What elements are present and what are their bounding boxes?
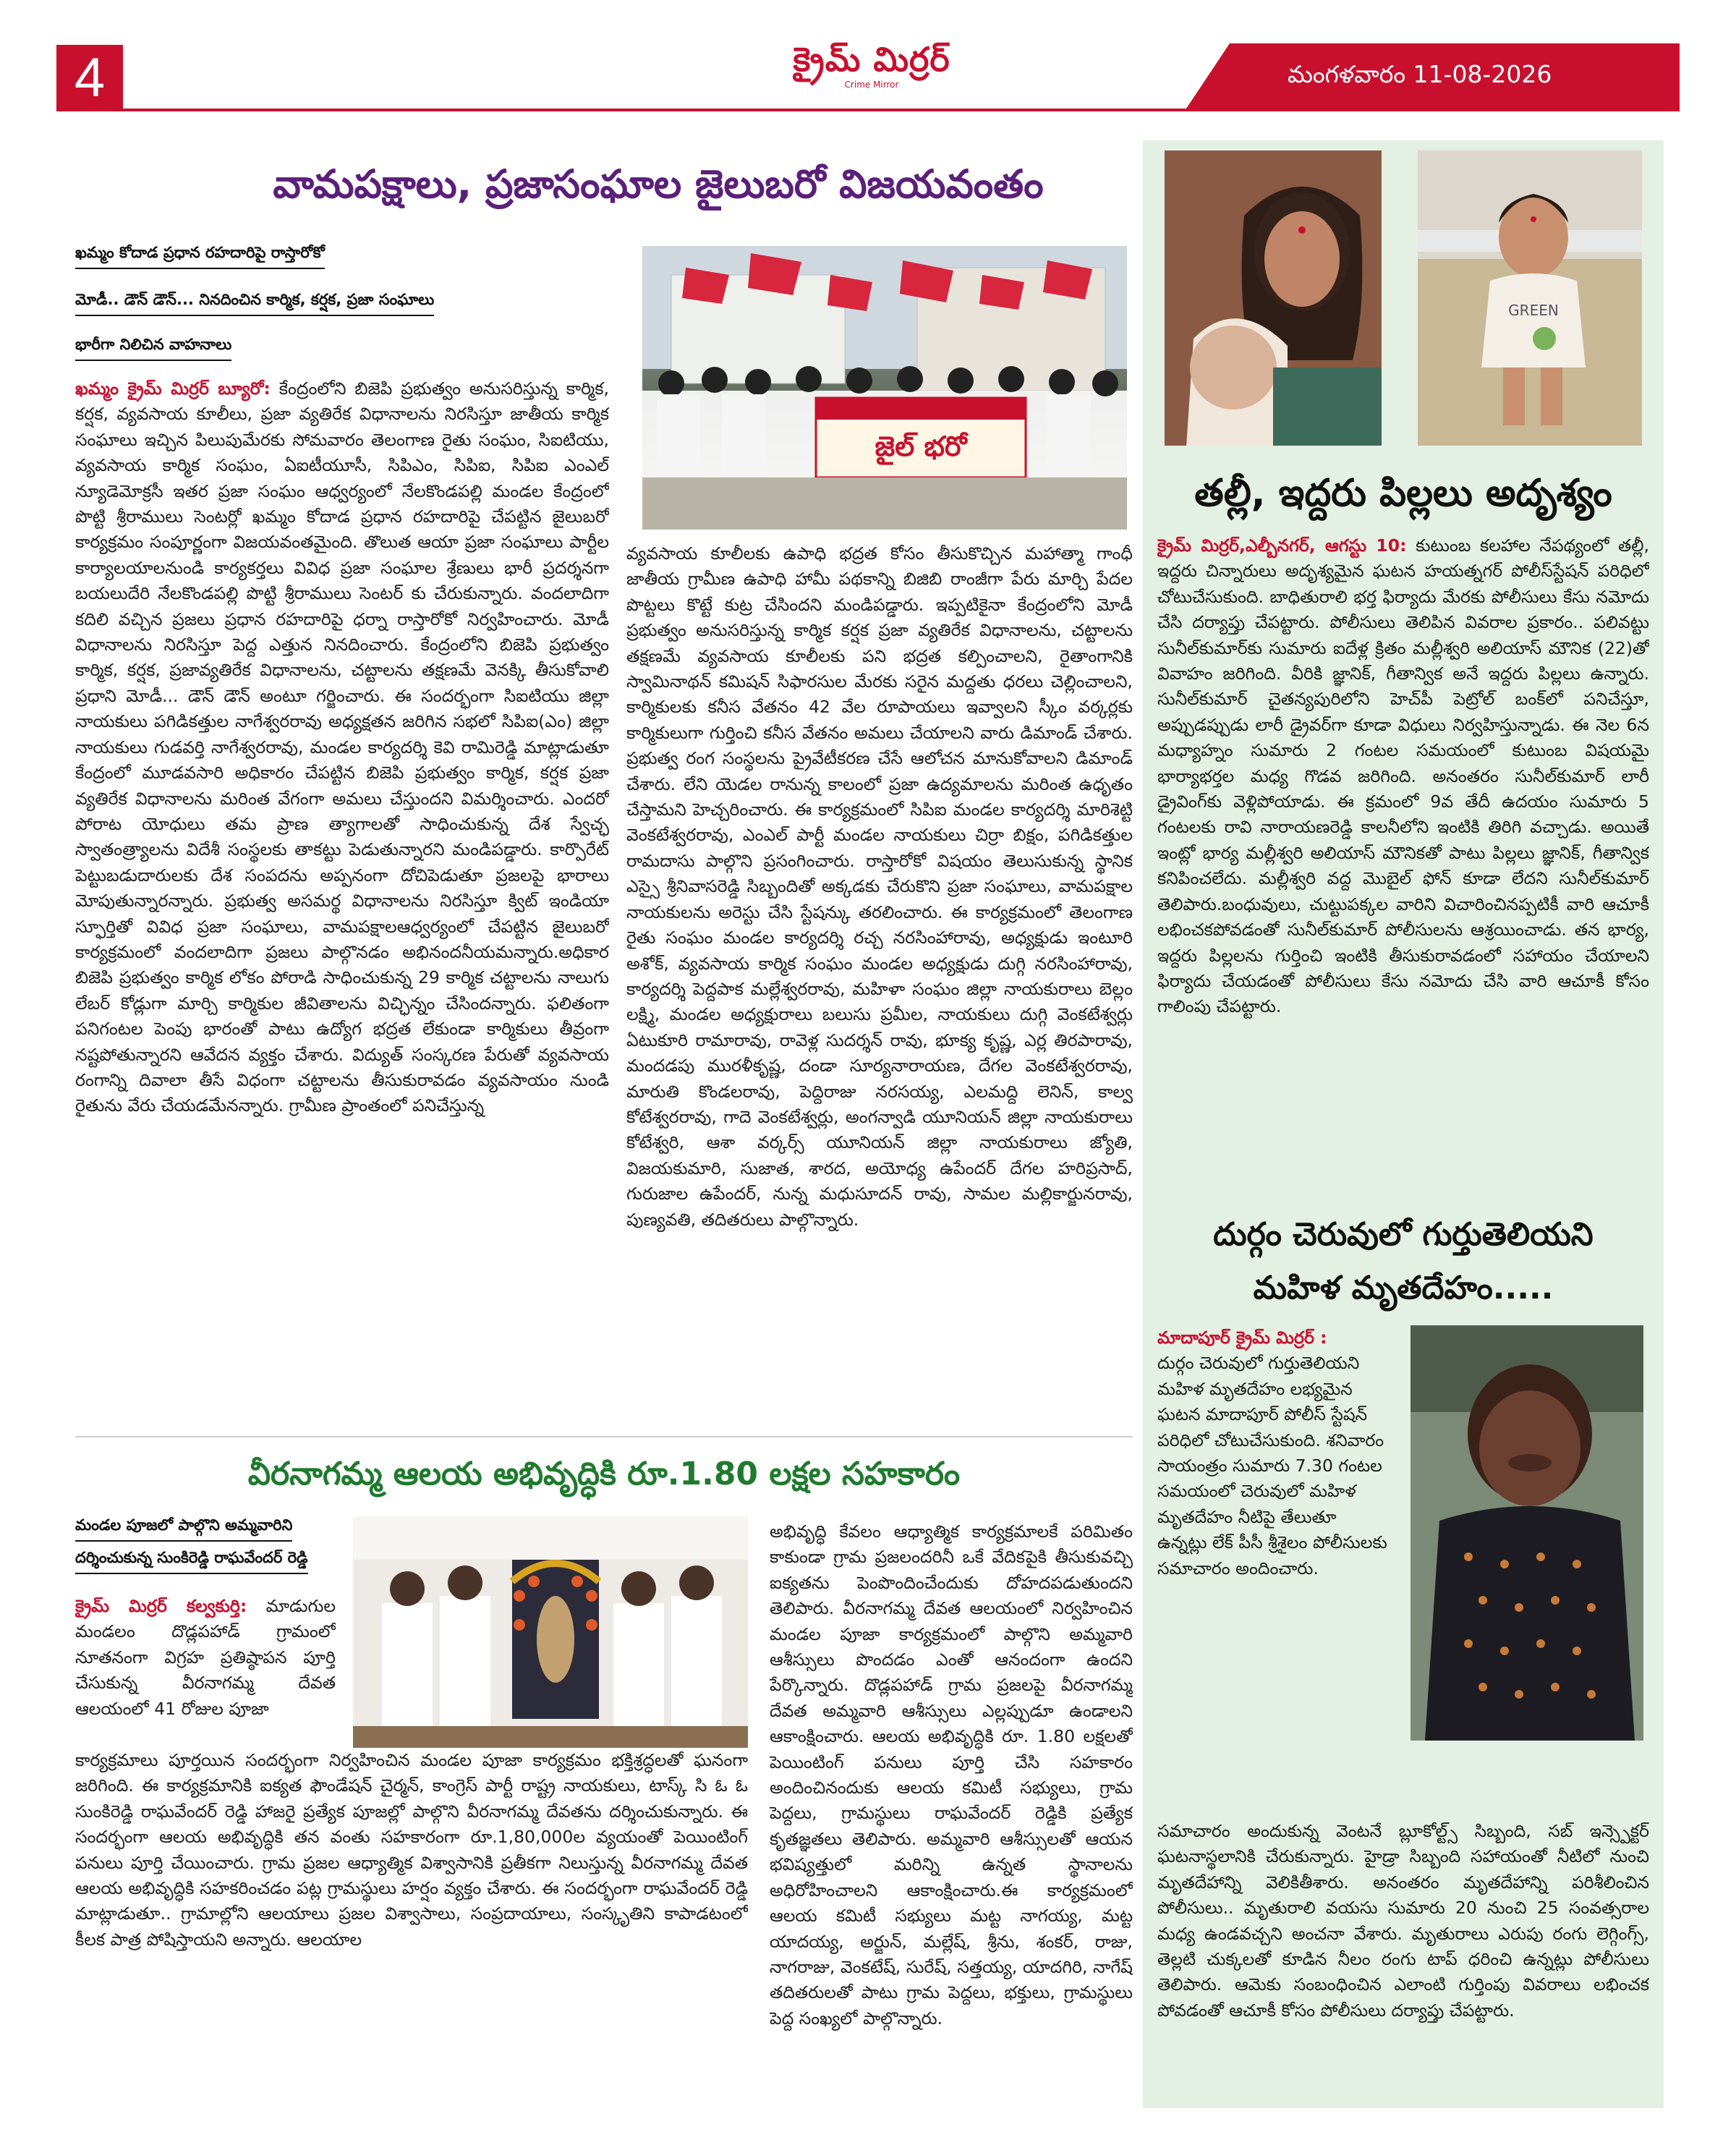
story2-body bbox=[1157, 533, 1649, 1207]
story1-column-2 bbox=[626, 541, 1133, 1424]
story4-subhead-line2: దర్శించుకున్న సుంకిరెడ్డి రాఘవేందర్ రెడ్డి bbox=[75, 1549, 308, 1574]
story4-col1-narrow-text: మాడుగుల మండలం దొడ్లపహాడ్ గ్రామంలో నూతనంగా విగ్రహ ప్రతిష్ఠాపన పూర్తి చేసుకున్న వీరనాగమ్మ దేవత ఆలయంలో 41 రోజుల పూజా bbox=[75, 1596, 336, 1719]
child-shirt-text: GREEN bbox=[1508, 302, 1559, 319]
story1-subhead-3: భారీగా నిలిచిన వాహనాలు bbox=[75, 336, 231, 361]
story4-col1-narrow bbox=[75, 1594, 336, 1747]
page-number-box bbox=[56, 45, 123, 111]
story1-col1-text: కేంద్రంలోని బిజెపి ప్రభుత్వం అనుసరిస్తున్న కార్మిక, కర్షక, వ్యవసాయ కూలీలు, ప్రజా వ్యతిరేక విధానాలను నిరసిస్తూ జాతీయ కార్మిక సంఘాలు ఇచ్చిన పిలుపుమేరకు సోమవారం తెలంగాణ రైతు సంఘం, సిఐటియు, వ్యవసాయ కార్మిక సంఘం, ఏఐటీయూసీ, సిపిఎం, సిపిఐ, సిపిఐ ఎంఎల్ న్యూడెమోక్రసీ ఇతర ప్రజా సంఘం ఆధ్వర్యంలో నేలకొండపల్లి మండల కేంద్రంలో పొట్టి శ్రీరాములు సెంటర్లో ఖమ్మం కోదాడ ప్రధాన రహదారిపై చేపట్టిన జైలుబరో కార్యక్రమం సంపూర్ణంగా విజయవంతమైంది. తొలుత ఆయా ప్రజా సంఘాలు పార్టీల కార్యాలయాలనుండి కార్యకర్తలు వివిధ ప్రజా సంఘాల శ్రేణులు భారీ ప్రదర్శనగా బయలుదేరి నేలకొండపల్లి పొట్టి శ్రీరాములు సెంటర్ కు చేరుకున్నారు. వందలాదిగా కదిలి వచ్చిన ప్రజలు ప్రధాన రహదారిపై ధర్నా రాస్తారోకో నిర్వహించారు. మోడీ విధానాలను నిరసిస్తూ పెద్ద ఎత్తున నినదించారు. కేంద్రంలోని బిజెపి ప్రభుత్వం కార్మిక, కర్షక, ప్రజావ్యతిరేక విధానాలను, చట్టాలను తక్షణమే వెనక్కి తీసుకోవాలి ప్రధాని మోడీ... డౌన్ డౌన్ అంటూ గర్జించారు. ఈ సందర్భంగా సిఐటియు జిల్లా నాయకులు పగిడికత్తుల నాగేశ్వరరావు అధ్యక్షతన జరిగిన సభలో సిపిఐ(ఎం) జిల్లా నాయకులు గుడవర్తి నాగేశ్వరరావు, మండల కార్యదర్శి కెవి రామిరెడ్డి మాట్లాడుతూ కేంద్రంలో మూడవసారి అధికారం చేపట్టిన బిజెపి ప్రభుత్వం కార్మిక, కర్షక ప్రజా వ్యతిరేక విధానాలను మరింత వేగంగా అమలు చేస్తుందని విమర్శించారు. ఎందరో పోరాట యోధులు తమ ప్రాణ త్యాగాలతో సాధించుకున్న దేశ స్వేచ్ఛ స్వాతంత్ర్యాలను విదేశీ సంస్థలకు తాకట్టు పెడుతున్నారని మండిపడ్డారు. కార్పొరేట్ పెట్టుబడుదారులకు దేశ సంపదను అప్పనంగా దోచిపెడుతూ ప్రజలపై భారాలు మోపుతున్నారన్నారు. ప్రభుత్వ అసమర్థ విధానాలను నిరసిస్తూ క్విట్ ఇండియా స్ఫూర్తితో వివిధ ప్రజా సంఘాలు, వామపక్షాలఆధ్వర్యంలో చేపట్టిన జైలుబరో కార్యక్రమంలో వందలాదిగా ప్రజలు పాల్గొనడం అభినందనీయమన్నారు.అధికార బిజెపి ప్రభుత్వం కార్మిక లోకం పోరాడి సాధించుకున్న 29 కార్మిక చట్టాలను నాలుగు లేబర్ కోడ్లుగా మార్చి కార్మికుల జీవితాలను విచ్ఛిన్నం చేసిందన్నారు. ఫలితంగా పనిగంటల పెంపు భారంతో పాటు ఉద్యోగ భద్రత లేకుండా కార్మికులు తీవ్రంగా నష్టపోతున్నారని ఆవేదన వ్యక్తం చేశారు. విద్యుత్ సంస్కరణ పేరుతో వ్యవసాయ రంగాన్ని దివాలా తీసే విధంగా చట్టాలను తీసుకురావడం వ్యవసాయం నుండి రైతును వేరు చేయడమేనన్నారు. గ్రామీణ ప్రాంతంలో పనిచేస్తున్న bbox=[75, 378, 609, 1116]
story3-body-wide bbox=[1157, 1819, 1649, 2101]
story4-col1-wide-text: కార్యక్రమాలు పూర్తయిన సందర్భంగా నిర్వహించిన మండల పూజా కార్యక్రమం భక్తిశ్రద్ధలతో ఘనంగా జరిగింది. ఈ కార్యక్రమానికి ఐక్యత ఫౌండేషన్ చైర్మన్, కాంగ్రెస్ పార్టీ రాష్ట్ర నాయకులు, టాస్క్ సి ఓ ఓ సుంకిరెడ్డి రాఘవేందర్ రెడ్డి హాజరై ప్రత్యేక పూజల్లో పాల్గొని వీరనాగమ్మ దేవతను దర్శించుకున్నారు. ఈ సందర్భంగా ఆలయ అభివృద్ధికి తన వంతు సహకారంగా రూ.1,80,000ల వ్యయంతో పెయింటింగ్ పనులు పూర్తి చేయించారు. గ్రామ ప్రజల ఆధ్యాత్మిక విశ్వాసానికి ప్రతీకగా నిలుస్తున్న వీరనాగమ్మ దేవత ఆలయ అభివృద్ధికి సహకరించడం పట్ల గ్రామస్థులు హర్షం వ్యక్తం చేశారు. ఈ సందర్భంగా రాఘవేందర్ రెడ్డి మాట్లాడుతూ.. గ్రామాల్లోని ఆలయాలు ప్రజల విశ్వాసాలు, సంప్రదాయాలు, సంస్కృతిని కాపాడటంలో కీలక పాత్ర పోషిస్తాయని అన్నారు. ఆలయాల bbox=[75, 1750, 748, 1950]
mother-baby-photo-icon bbox=[1165, 150, 1382, 446]
logo-tagline: Crime Mirror bbox=[844, 80, 899, 90]
story1-byline: ఖమ్మం క్రైమ్ మిర్రర్ బ్యూరో: bbox=[75, 378, 271, 399]
deceased-woman-photo bbox=[1410, 1325, 1643, 1741]
story3-headline-line1: దుర్గం చెరువులో గుర్తుతెలియని bbox=[1213, 1216, 1594, 1253]
story1-col2-text: వ్యవసాయ కూలీలకు ఉపాధి భద్రత కోసం తీసుకొచ్చిన మహాత్మా గాంధీ జాతీయ గ్రామీణ ఉపాధి హామీ పథకాన్ని బిజిబి రాంజీగా పేరు మార్చి పేదల పొట్టలు కొట్టే కుట్ర చేసిందని మండిపడ్డారు. ఇప్పటికైనా కేంద్రంలోని మోడీ ప్రభుత్వం అనుసరిస్తున్న కార్మిక కర్షక ప్రజా వ్యతిరేక విధానాలను, చట్టాలను తక్షణమే వ్యవసాయ కూలీలకు పని భద్రత కల్పించాలని, రైతాంగానికి స్వామినాథన్ కమిషన్ సిఫారసుల మేరకు సరైన మద్దతు ధరలు చెల్లించాలని, కార్మికులకు కనీస వేతనం 42 వేల రూపాయలు ఇవ్వాలని స్కీం వర్కర్లకు కార్మికులుగా గుర్తించి కనీస వేతనం అమలు చేయాలని వారు డిమాండ్ చేశారు. ప్రభుత్వ రంగ సంస్థలను ప్రైవేటీకరణ చేసే ఆలోచన మానుకోవాలని డిమాండ్ చేశారు. లేని యెడల రానున్న కాలంలో ప్రజా ఉద్యమాలను మరింత ఉధృతం చేస్తామని హెచ్చరించారు. ఈ కార్యక్రమంలో సిపిఐ మండల కార్యదర్శి మారిశెట్టి వెంకటేశ్వరరావు, ఎంఎల్ పార్టీ మండల నాయకులు చిర్రా బిక్షం, పగిడికత్తుల రామదాసు పాల్గొని ప్రసంగించారు. రాస్తారోకో విషయం తెలుసుకున్న స్థానిక ఎస్సై శ్రీనివాసరెడ్డి సిబ్బందితో అక్కడకు చేరుకొని ప్రజా సంఘాలు, వామపక్షాల నాయకులను అరెస్టు చేసి స్టేషన్కు తరలించారు. ఈ కార్యక్రమంలో తెలంగాణ రైతు సంఘం మండల కార్యదర్శి రచ్చ నరసింహారావు, అధ్యక్షుడు ఇంటూరి అశోక్, వ్యవసాయ కార్మిక సంఘం మండల అధ్యక్షుడు దుగ్గి నరసింహారావు, కార్యదర్శి పెద్దపాక మల్లేశ్వరరావు, మహిళా సంఘం జిల్లా నాయకురాలు బెల్లం లక్ష్మి, మండల అధ్యక్షురాలు బలుసు ప్రమీల, నాయకులు దుగ్గి వెంకటేశ్వర్లు ఏటుకూరి రామారావు, రావెళ్ల సుదర్శన్ రావు, భూక్య కృష్ణ, ఎర్ల తిరపారావు, మందడపు మురళీకృష్ణ, దండా సూర్యనారాయణ, దేగల వెంకటేశ్వరరావు, మారుతి కొండలరావు, పెద్దిరాజు నరసయ్య, ఎలమద్ది లెనిన్, కాల్వ కోటేశ్వరరావు, గాదె వెంకటేశ్వర్లు, అంగన్వాడి యూనియన్ జిల్లా నాయకురాలు కోటేశ్వరి, ఆశా వర్కర్స్ యూనియన్ జిల్లా నాయకురాలు జ్యోతి, విజయకుమారి, సుజాత, శారద, అయోధ్య ఉపేందర్ దేగల హరిప్రసాద్, గురుజాల ఉపేందర్, నున్న మధుసూదన్ రావు, సామల మల్లికార్జునరావు, పుణ్యవతి, తదితరులు పాల్గొన్నారు. bbox=[626, 543, 1133, 1230]
mother-baby-photo bbox=[1165, 150, 1382, 446]
rally-photo bbox=[642, 246, 1127, 530]
story3-byline: మాదాపూర్ క్రైమ్ మిర్రర్ : bbox=[1157, 1327, 1327, 1348]
date-label: మంగళవారం 11-08-2026 bbox=[1288, 60, 1552, 88]
story2-text: కుటుంబ కలహాల నేపథ్యంలో తల్లీ, ఇద్దరు చిన్నారులు అదృశ్యమైన ఘటన హయత్నగర్ పోలీస్‌స్టేషన్ పరిధిలో చోటుచేసుకుంది. బాధితురాలి భర్త ఫిర్యాదు మేరకు పోలీసులు కేసు నమోదు చేసి దర్యాప్తు చేపట్టారు. పోలీసులు తెలిపిన వివరాల ప్రకారం.. పలివట్టు సునీల్‌కుమార్‌కు సుమారు ఐదేళ్ల క్రితం మల్లీశ్వరి అలియాస్ మౌనిక (22)తో వివాహం జరిగింది. వీరికి జ్ఞానిక్, గీతాన్విక అనే ఇద్దరు పిల్లలు ఉన్నారు. సునీల్‌కుమార్ చైతన్యపురిలోని హెచ్‌పీ పెట్రోల్ బంక్‌లో పనిచేస్తూ, అప్పుడప్పుడు లారీ డ్రైవర్‌గా కూడా విధులు నిర్వహిస్తున్నాడు. ఈ నెల 6న మధ్యాహ్నం సుమారు 2 గంటల సమయంలో కుటుంబ విషయమై భార్యాభర్తల మధ్య గొడవ జరిగింది. అనంతరం సునీల్‌కుమార్ లారీ డ్రైవింగ్‌కు వెళ్లిపోయాడు. ఈ క్రమంలో 9వ తేదీ ఉదయం సుమారు 5 గంటలకు రావి నారాయణరెడ్డి కాలనీలోని ఇంటికి తిరిగి వచ్చాడు. అయితే ఇంట్లో భార్య మల్లీశ్వరి అలియాస్ మౌనికతో పాటు పిల్లలు జ్ఞానిక్, గీతాన్విక కనిపించలేదు. మల్లీశ్వరి వద్ద మొబైల్ ఫోన్ కూడా లేదని సునీల్‌కుమార్ తెలిపారు.బంధువులు, చుట్టుపక్కల వారిని విచారించినప్పటికీ వారి ఆచూకీ లభించకపోవడంతో సునీల్‌కుమార్ పోలీసులను ఆశ్రయించాడు. తన భార్య, ఇద్దరు పిల్లలను గుర్తించి ఇంటికి తీసుకురావడంలో సహాయం చేయాలని ఫిర్యాదు చేయడంతో పోలీసులు కేసు నమోదు చేసి వారి ఆచూకీ కోసం గాలింపు చేపట్టారు. bbox=[1157, 535, 1649, 1017]
page-number: 4 bbox=[74, 47, 106, 109]
story4-col2 bbox=[770, 1519, 1133, 2104]
story3-headline bbox=[1150, 1208, 1656, 1317]
story1-subhead-1: ఖమ్మం కోదాడ ప్రధాన రహదారిపై రాస్తారోకో bbox=[75, 244, 325, 269]
story4-byline: క్రైమ్ మిర్రర్ కల్వకుర్తి: bbox=[75, 1596, 247, 1616]
story4-subhead bbox=[75, 1516, 350, 1567]
story3-headline-line2: మహిళ మృతదేహం..... bbox=[1253, 1270, 1554, 1307]
story4-col2-text: అభివృద్ధి కేవలం ఆధ్యాత్మిక కార్యక్రమాలకే పరిమితం కాకుండా గ్రామ ప్రజలందరినీ ఒకే వేదికపైకి తీసుకువచ్చి ఐక్యతను పెంపొందించేందుకు దోహదపడుతుందని తెలిపారు. వీరనాగమ్మ దేవత ఆలయంలో నిర్వహించిన మండల పూజా కార్యక్రమంలో పాల్గొని అమ్మవారి ఆశీస్సులు పొందడం ఎంతో ఆనందంగా ఉందని పేర్కొన్నారు. దొడ్లపహాడ్ గ్రామ ప్రజలపై వీరనాగమ్మ దేవత అమ్మవారి ఆశీస్సులు ఎల్లప్పుడూ ఉండాలని ఆకాంక్షించారు. ఆలయ అభివృద్ధికి రూ. 1.80 లక్షలతో పెయింటింగ్ పనులు పూర్తి చేసి సహకారం అందించినందుకు ఆలయ కమిటీ సభ్యులు, గ్రామ పెద్దలు, గ్రామస్థులు రాఘవేందర్ రెడ్డికి ప్రత్యేక కృతజ్ఞతలు తెలిపారు. అమ్మవారి ఆశీస్సులతో ఆయన భవిష్యత్తులో మరిన్ని ఉన్నత స్థానాలను అధిరోహించాలని ఆకాంక్షించారు.ఈ కార్యక్రమంలో ఆలయ కమిటీ సభ్యులు మట్ట నాగయ్య, మట్ట యాదయ్య, అర్జున్, మల్లేష్, శ్రీను, శంకర్, రాజు, నాగరాజు, వెంకటేష్, సురేష్, సత్తయ్య, యాదగిరి, నాగేష్ తదితరులతో పాటు గ్రామ పెద్దలు, భక్తులు, గ్రామస్థులు పెద్ద సంఖ్యలో పాల్గొన్నారు. bbox=[770, 1521, 1133, 2028]
logo bbox=[752, 39, 991, 97]
story1-column-1 bbox=[75, 376, 609, 1424]
story4-subhead-line1: మండల పూజలో పాల్గొని అమ్మవారిని bbox=[75, 1516, 292, 1542]
story4-headline: వీరనాగమ్మ ఆలయ అభివృద్ధికి రూ.1.80 లక్షల సహకారం bbox=[247, 1456, 961, 1492]
story4-top-divider bbox=[75, 1436, 1133, 1437]
rally-banner-text: జైల్ భరో bbox=[875, 430, 967, 462]
story3-text-narrow: దుర్గం చెరువులో గుర్తుతెలియని మహిళ మృతదేహం లభ్యమైన ఘటన మాదాపూర్ పోలీస్ స్టేషన్ పరిధిలో చోటుచేసుకుంది. శనివారం సాయంత్రం సుమారు 7.30 గంటల సమయంలో చెరువులో మహిళ మృతదేహం నీటిపై తేలుతూ ఉన్నట్లు లేక్ పీసీ శ్రీశైలం పోలీసులకు సమాచారం అందించారు. bbox=[1157, 1353, 1387, 1579]
masthead bbox=[0, 0, 1736, 116]
story4-col1-wide bbox=[75, 1748, 748, 2104]
child-photo bbox=[1418, 150, 1642, 446]
child-photo-icon bbox=[1418, 150, 1642, 446]
story3-body-narrow bbox=[1157, 1325, 1389, 1817]
story1-subhead-2: మోడీ.. డౌన్ డౌన్... నినదించిన కార్మిక, కర్షక, ప్రజా సంఘాలు bbox=[75, 291, 434, 316]
story2-headline: తల్లీ, ఇద్దరు పిల్లలు అదృశ్యం bbox=[1194, 472, 1612, 515]
story1-headline: వామపక్షాలు, ప్రజాసంఘాల జైలుబరో విజయవంతం bbox=[273, 161, 1044, 207]
story2-byline: క్రైమ్ మిర్రర్,ఎల్బీనగర్, ఆగస్టు 10: bbox=[1157, 535, 1407, 556]
masthead-rule bbox=[123, 109, 1680, 111]
protest-photo-icon bbox=[642, 246, 1127, 530]
temple-ceremony-photo bbox=[353, 1516, 748, 1748]
logo-text: క్రైమ్ మిర్రర్ bbox=[793, 40, 950, 79]
temple-ceremony-photo-icon bbox=[353, 1516, 748, 1748]
story3-text-wide: సమాచారం అందుకున్న వెంటనే బ్లూకోల్ట్స్ సిబ్బంది, సబ్ ఇన్స్పెక్టర్ ఘటనాస్థలానికి చేరుకున్నారు. హైడ్రా సిబ్బంది సహాయంతో నీటిలో నుంచి మృతదేహాన్ని వెలికితీశారు. అనంతరం మృతదేహాన్ని పరిశీలించిన పోలీసులు.. మృతురాలి వయసు సుమారు 20 నుంచి 25 సంవత్సరాల మధ్య ఉండవచ్చని అంచనా వేశారు. మృతురాలు ఎరుపు రంగు లెగ్గింగ్స్, తెల్లటి చుక్కలతో కూడిన నీలం రంగు టాప్ ధరించి ఉన్నట్లు పోలీసులు తెలిపారు. ఆమెకు సంబంధించిన ఎలాంటి గుర్తింపు వివరాలు లభించక పోవడంతో ఆచూకీ కోసం పోలీసులు దర్యాప్తు చేపట్టారు. bbox=[1157, 1821, 1649, 2021]
deceased-woman-photo-icon bbox=[1410, 1325, 1643, 1741]
